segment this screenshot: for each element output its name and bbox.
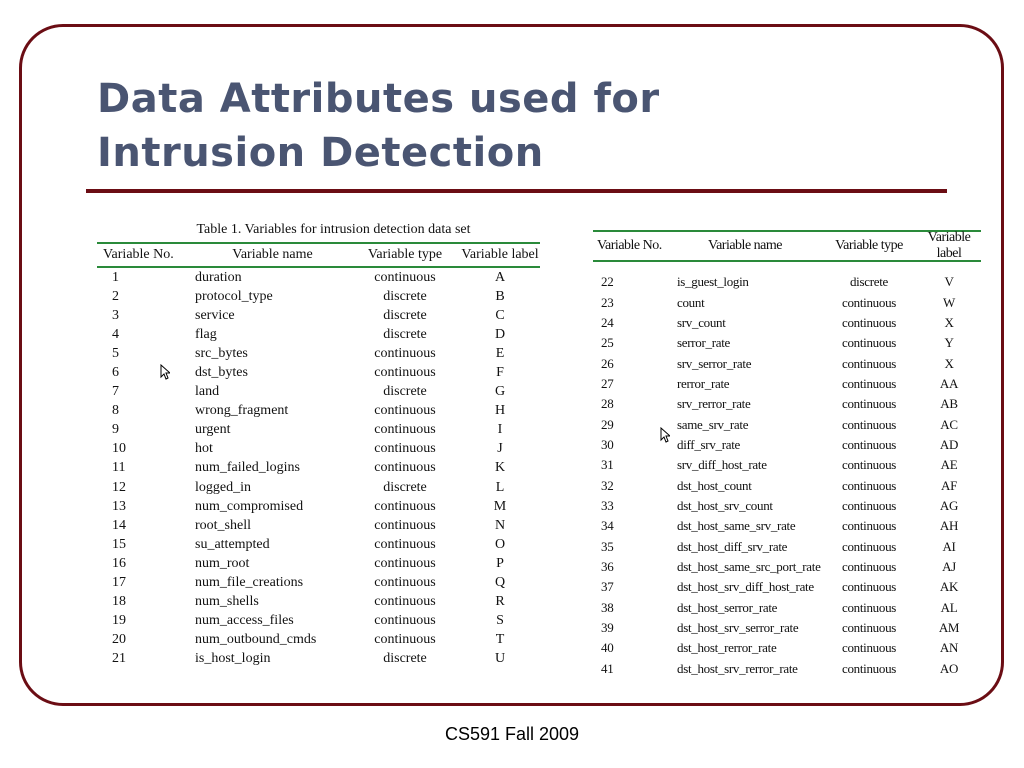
table-row <box>97 535 540 554</box>
table-row <box>593 516 981 536</box>
cell-variable-name: duration <box>195 269 242 285</box>
cell-variable-name: flag <box>195 326 217 342</box>
cell-variable-label: X <box>944 355 954 371</box>
cell-variable-type: continuous <box>374 269 436 285</box>
cell-variable-no: 23 <box>601 294 614 310</box>
cell-variable-no: 25 <box>601 335 614 351</box>
cell-variable-no: 22 <box>601 274 614 290</box>
cell-variable-type: continuous <box>841 538 897 554</box>
cell-variable-name: logged_in <box>195 479 251 495</box>
table-body <box>593 272 981 679</box>
cell-variable-type: discrete <box>383 651 427 667</box>
cell-variable-type: continuous <box>374 613 436 629</box>
cell-variable-type: continuous <box>374 536 436 552</box>
cell-variable-type: continuous <box>374 575 436 591</box>
table-row <box>97 478 540 497</box>
cell-variable-name: num_file_creations <box>195 575 304 591</box>
cell-variable-type: continuous <box>841 640 897 656</box>
cell-variable-no: 31 <box>601 457 614 473</box>
cell-variable-no: 14 <box>112 517 126 533</box>
cell-variable-name: dst_bytes <box>195 365 248 381</box>
slide-title-line1: Data Attributes used for <box>97 76 660 122</box>
table-caption: Table 1. Variables for intrusion detection data set <box>196 222 471 237</box>
header-variable-type: Variable type <box>367 247 443 262</box>
cell-variable-name: num_outbound_cmds <box>195 632 317 648</box>
cell-variable-label: AF <box>940 477 958 493</box>
cell-variable-no: 3 <box>112 307 119 323</box>
table-row <box>97 516 540 535</box>
table-row <box>593 272 981 292</box>
cell-variable-no: 16 <box>112 555 126 571</box>
cell-variable-type: continuous <box>841 294 897 310</box>
cell-variable-type: continuous <box>841 396 897 412</box>
cell-variable-type: continuous <box>374 441 436 457</box>
table-row <box>593 536 981 556</box>
cell-variable-name: dst_host_diff_srv_rate <box>677 538 788 554</box>
table-header-row <box>593 232 981 260</box>
cell-variable-no: 15 <box>112 536 126 552</box>
cell-variable-type: continuous <box>841 314 897 330</box>
table-row <box>97 325 540 344</box>
cell-variable-no: 27 <box>601 375 614 391</box>
cell-variable-name: urgent <box>195 422 231 438</box>
cell-variable-name: dst_host_count <box>677 477 752 493</box>
cell-variable-name: dst_host_same_srv_rate <box>677 518 796 534</box>
cell-variable-label: AG <box>939 497 959 513</box>
cell-variable-type: continuous <box>841 579 897 595</box>
cell-variable-no: 35 <box>601 538 614 554</box>
cell-variable-label: O <box>494 536 506 552</box>
cell-variable-type: continuous <box>374 498 436 514</box>
cell-variable-type: continuous <box>841 477 897 493</box>
slide-title <box>97 72 660 180</box>
cell-variable-type: continuous <box>841 558 897 574</box>
cell-variable-no: 1 <box>112 269 119 285</box>
cell-variable-name: rerror_rate <box>677 375 730 391</box>
cell-variable-no: 21 <box>112 651 126 667</box>
cell-variable-type: discrete <box>849 274 889 290</box>
cell-variable-label: X <box>944 314 954 330</box>
cell-variable-label: G <box>494 384 506 400</box>
cell-variable-name: is_guest_login <box>677 274 749 290</box>
table-row <box>97 650 540 669</box>
header-variable-no: Variable No. <box>597 238 662 253</box>
cell-variable-label: W <box>943 294 955 310</box>
cell-variable-no: 5 <box>112 345 119 361</box>
table-row <box>593 374 981 394</box>
variables-table-1 <box>97 220 540 669</box>
table-row <box>593 475 981 495</box>
table-caption <box>593 220 981 226</box>
header-variable-no: Variable No. <box>103 247 174 262</box>
cell-variable-no: 12 <box>112 479 126 495</box>
cell-variable-type: continuous <box>374 460 436 476</box>
cell-variable-type: continuous <box>841 620 897 636</box>
table-row <box>593 618 981 638</box>
cell-variable-no: 17 <box>112 575 126 591</box>
cell-variable-label: Q <box>494 575 506 591</box>
table-row <box>593 496 981 516</box>
cell-variable-no: 28 <box>601 396 614 412</box>
mouse-cursor-icon <box>160 364 170 380</box>
cell-variable-label: C <box>495 307 505 323</box>
cell-variable-type: discrete <box>383 326 427 342</box>
cell-variable-type: discrete <box>383 384 427 400</box>
cell-variable-label: F <box>496 365 504 381</box>
cell-variable-type: continuous <box>374 365 436 381</box>
cell-variable-name: dst_host_srv_rerror_rate <box>677 660 798 676</box>
cell-variable-no: 33 <box>601 497 614 513</box>
cell-variable-label: AI <box>942 538 956 554</box>
header-variable-name: Variable name <box>708 238 782 253</box>
cell-variable-label: AC <box>940 416 958 432</box>
cell-variable-name: dst_host_srv_count <box>677 497 773 513</box>
cell-variable-type: discrete <box>383 307 427 323</box>
cell-variable-name: hot <box>195 441 213 457</box>
cell-variable-label: AJ <box>942 558 956 574</box>
cell-variable-label: Y <box>944 335 954 351</box>
cell-variable-name: root_shell <box>195 517 251 533</box>
cell-variable-name: land <box>195 384 220 400</box>
cell-variable-no: 20 <box>112 632 126 648</box>
cell-variable-label: AH <box>939 518 959 534</box>
cell-variable-no: 4 <box>112 326 119 342</box>
table-row <box>97 440 540 459</box>
table-row <box>593 394 981 414</box>
cell-variable-no: 8 <box>112 403 119 419</box>
cell-variable-type: discrete <box>383 479 427 495</box>
cell-variable-label: E <box>495 345 505 361</box>
cell-variable-no: 9 <box>112 422 119 438</box>
cell-variable-name: is_host_login <box>195 651 271 667</box>
cell-variable-name: srv_count <box>677 314 726 330</box>
cell-variable-type: continuous <box>841 497 897 513</box>
table-row <box>97 612 540 631</box>
cell-variable-type: continuous <box>374 594 436 610</box>
variables-table-2 <box>593 220 981 679</box>
cell-variable-name: dst_host_same_src_port_rate <box>677 558 821 574</box>
cell-variable-name: su_attempted <box>195 536 270 552</box>
table-row <box>97 554 540 573</box>
table-row <box>97 631 540 650</box>
cell-variable-name: dst_host_serror_rate <box>677 599 778 615</box>
cell-variable-name: srv_rerror_rate <box>677 396 751 412</box>
cell-variable-type: continuous <box>841 355 897 371</box>
cell-variable-no: 29 <box>601 416 614 432</box>
cell-variable-no: 30 <box>601 436 614 452</box>
cell-variable-no: 32 <box>601 477 614 493</box>
cell-variable-label: I <box>497 422 503 438</box>
header-variable-label: Variable label <box>927 230 971 261</box>
cell-variable-type: continuous <box>841 375 897 391</box>
cell-variable-name: num_access_files <box>195 613 294 629</box>
cell-variable-type: continuous <box>841 599 897 615</box>
cell-variable-label: D <box>494 326 506 342</box>
cell-variable-type: continuous <box>841 457 897 473</box>
table-row <box>593 598 981 618</box>
cell-variable-label: M <box>493 498 507 514</box>
table-row <box>593 333 981 353</box>
cell-variable-label: AD <box>939 436 959 452</box>
cell-variable-label: AL <box>940 599 958 615</box>
cell-variable-name: dst_host_srv_serror_rate <box>677 620 799 636</box>
title-underline <box>86 189 947 193</box>
table-row <box>97 306 540 325</box>
header-variable-name: Variable name <box>232 247 313 262</box>
cell-variable-name: dst_host_srv_diff_host_rate <box>677 579 814 595</box>
cell-variable-no: 37 <box>601 579 614 595</box>
cell-variable-type: continuous <box>841 660 897 676</box>
cell-variable-no: 26 <box>601 355 614 371</box>
table-row <box>593 414 981 434</box>
table-row <box>97 497 540 516</box>
table-row <box>97 287 540 306</box>
cell-variable-name: diff_srv_rate <box>677 436 741 452</box>
cell-variable-no: 39 <box>601 620 614 636</box>
cell-variable-label: L <box>495 479 505 495</box>
cell-variable-name: protocol_type <box>195 288 273 304</box>
cell-variable-label: J <box>497 441 503 457</box>
table-row <box>97 344 540 363</box>
cell-variable-name: serror_rate <box>677 335 730 351</box>
cell-variable-type: continuous <box>374 422 436 438</box>
cell-variable-name: same_srv_rate <box>677 416 749 432</box>
table-row <box>593 557 981 577</box>
table-row <box>593 353 981 373</box>
cell-variable-name: service <box>195 307 235 323</box>
table-row <box>97 383 540 402</box>
table-row <box>97 574 540 593</box>
cell-variable-label: K <box>494 460 506 476</box>
table-row <box>97 459 540 478</box>
cell-variable-no: 13 <box>112 498 126 514</box>
cell-variable-label: H <box>494 403 506 419</box>
cell-variable-type: continuous <box>374 632 436 648</box>
cell-variable-type: continuous <box>374 517 436 533</box>
table-row <box>97 268 540 287</box>
cell-variable-type: discrete <box>383 288 427 304</box>
cell-variable-label: AE <box>940 457 958 473</box>
cell-variable-type: continuous <box>374 403 436 419</box>
cell-variable-no: 36 <box>601 558 614 574</box>
table-row <box>593 455 981 475</box>
cell-variable-label: AA <box>939 375 959 391</box>
cell-variable-name: src_bytes <box>195 345 248 361</box>
cell-variable-no: 2 <box>112 288 119 304</box>
table-row <box>593 435 981 455</box>
cell-variable-name: dst_host_rerror_rate <box>677 640 777 656</box>
cell-variable-no: 24 <box>601 314 614 330</box>
cell-variable-label: P <box>496 555 504 571</box>
cell-variable-label: B <box>495 288 505 304</box>
table-row <box>593 659 981 679</box>
cell-variable-label: AK <box>939 579 959 595</box>
cell-variable-label: S <box>496 613 504 629</box>
cell-variable-no: 10 <box>112 441 126 457</box>
cell-variable-no: 18 <box>112 594 126 610</box>
cell-variable-no: 7 <box>112 384 119 400</box>
header-variable-label: Variable label <box>461 247 539 262</box>
cell-variable-label: T <box>495 632 505 648</box>
cell-variable-no: 11 <box>112 460 126 476</box>
table-row <box>97 421 540 440</box>
cell-variable-label: V <box>944 274 954 290</box>
cell-variable-name: num_root <box>195 555 250 571</box>
cell-variable-type: continuous <box>841 436 897 452</box>
table-header-row <box>97 244 540 266</box>
cell-variable-label: N <box>494 517 506 533</box>
cell-variable-label: A <box>494 269 506 285</box>
table-row <box>593 313 981 333</box>
table-body <box>97 268 540 669</box>
mouse-cursor-icon <box>660 427 670 443</box>
cell-variable-label: AM <box>938 620 960 636</box>
cell-variable-label: AO <box>939 660 959 676</box>
cell-variable-name: wrong_fragment <box>195 403 289 419</box>
cell-variable-name: srv_diff_host_rate <box>677 457 767 473</box>
slide-title-line2: Intrusion Detection <box>97 130 544 176</box>
cell-variable-name: num_shells <box>195 594 259 610</box>
cell-variable-no: 41 <box>601 660 614 676</box>
slide-footer: CS591 Fall 2009 <box>444 724 580 744</box>
cell-variable-label: AB <box>940 396 958 412</box>
cell-variable-label: AN <box>939 640 959 656</box>
table-row <box>593 577 981 597</box>
table-row <box>593 292 981 312</box>
table-row <box>97 593 540 612</box>
cell-variable-no: 40 <box>601 640 614 656</box>
cell-variable-name: count <box>677 294 705 310</box>
cell-variable-no: 6 <box>112 365 119 381</box>
cell-variable-no: 34 <box>601 518 614 534</box>
cell-variable-name: num_failed_logins <box>195 460 300 476</box>
cell-variable-no: 19 <box>112 613 126 629</box>
table-row <box>593 638 981 658</box>
table-row <box>97 402 540 421</box>
cell-variable-name: num_compromised <box>195 498 304 514</box>
header-variable-type: Variable type <box>835 238 903 253</box>
cell-variable-label: R <box>495 594 505 610</box>
cell-variable-label: U <box>494 651 506 667</box>
cell-variable-no: 38 <box>601 599 614 615</box>
cell-variable-type: continuous <box>841 518 897 534</box>
cell-variable-type: continuous <box>374 555 436 571</box>
cell-variable-type: continuous <box>374 345 436 361</box>
cell-variable-type: continuous <box>841 416 897 432</box>
cell-variable-type: continuous <box>841 335 897 351</box>
cell-variable-name: srv_serror_rate <box>677 355 752 371</box>
